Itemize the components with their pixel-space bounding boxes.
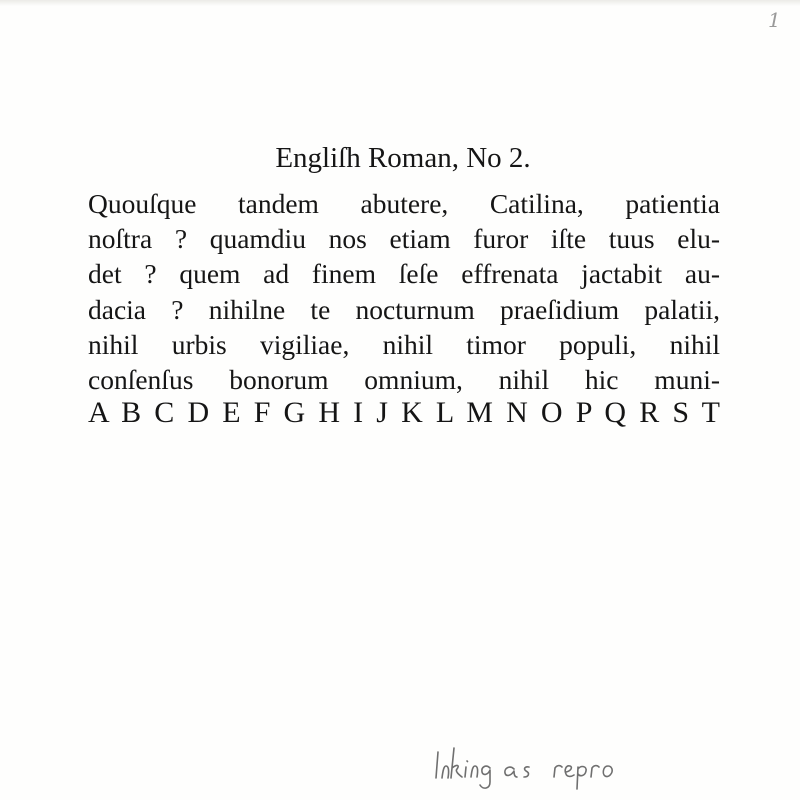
specimen-title: Engliſh Roman, No 2. bbox=[275, 142, 531, 174]
specimen-line: conſenſus bonorum omnium, nihil hic muni- bbox=[88, 364, 720, 396]
specimen-line: Quouſque tandem abutere, Catilina, patientia bbox=[88, 188, 720, 219]
handwritten-note bbox=[432, 734, 662, 794]
specimen-line: nihil urbis vigiliae, nihil timor populi, nihil bbox=[88, 328, 720, 360]
specimen-line: dacia ? nihilne te nocturnum praeſidium palatii, bbox=[88, 293, 720, 325]
page-number: 1 bbox=[768, 8, 781, 32]
specimen-text-block bbox=[88, 186, 720, 431]
specimen-line: det ? quem ad finem ſeſe effrenata jactabit au- bbox=[88, 258, 720, 290]
alphabet-line: A B C D E F G H I J K L M N O P Q R S T bbox=[88, 396, 720, 430]
page-top-edge bbox=[0, 0, 800, 6]
specimen-line: noſtra ? quamdiu nos etiam furor iſte tuus elu- bbox=[88, 223, 720, 255]
